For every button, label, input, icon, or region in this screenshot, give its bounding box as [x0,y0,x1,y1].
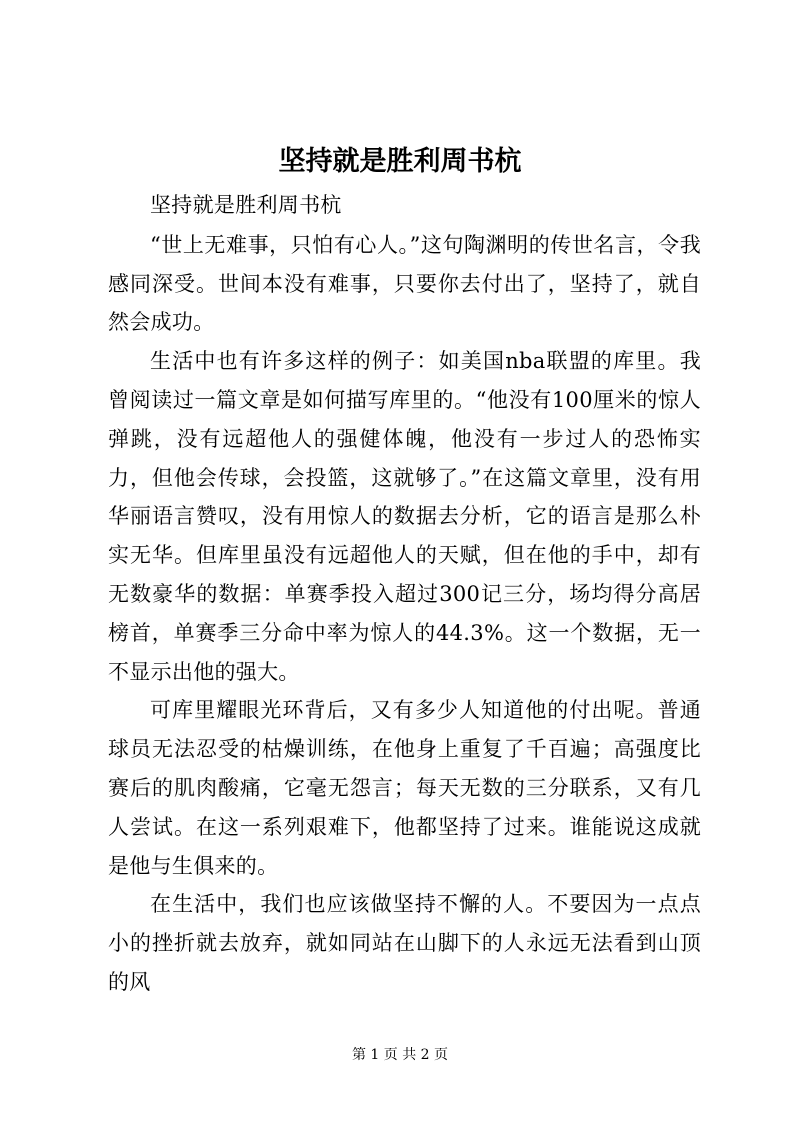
paragraph-conclusion: 在生活中，我们也应该做坚持不懈的人。不要因为一点点小的挫折就去放弃，就如同站在山脚下的人永远无法看到山顶的风 [108,892,701,994]
page-footer: 第 1 页 共 2 页 [351,1047,449,1063]
page-title: 坚持就是胜利周书杭 [278,146,522,177]
paragraph-quote: “世上无难事，只怕有心人。”这句陶渊明的传世名言，令我感同深受。世间本没有难事，只要你去付出了，坚持了，就自然会成功。 [108,232,701,335]
document-body [108,186,701,1002]
paragraph-example: 生活中也有许多这样的例子：如美国nba联盟的库里。我曾阅读过一篇文章是如何描写库里的。“他没有100厘米的惊人弹跳，没有远超他人的强健体魄，他没有一步过人的恐怖实力，但他会传球，会投篮，这就够了。”在这篇文章里，没有用华丽语言赞叹，没有用惊人的数据去分析，它的语言是那么朴实无华。但库里虽没有远超他人的天赋，但在他的手中，却有无数豪华的数据：单赛季投入超过300记三分，场均得分高居榜首，单赛季三分命中率为惊人的44.3%。这一个数据，无一不显示出他的强大。 [108,349,701,684]
paragraph-effort: 可库里耀眼光环背后，又有多少人知道他的付出呢。普通球员无法忍受的枯燥训练，在他身上重复了千百遍；高强度比赛后的肌肉酸痛，它毫无怨言；每天无数的三分联系，又有几人尝试。在这一系列艰难下，他都坚持了过来。谁能说这成就是他与生俱来的。 [108,698,701,878]
subtitle-paragraph: 坚持就是胜利周书杭 [150,193,342,217]
